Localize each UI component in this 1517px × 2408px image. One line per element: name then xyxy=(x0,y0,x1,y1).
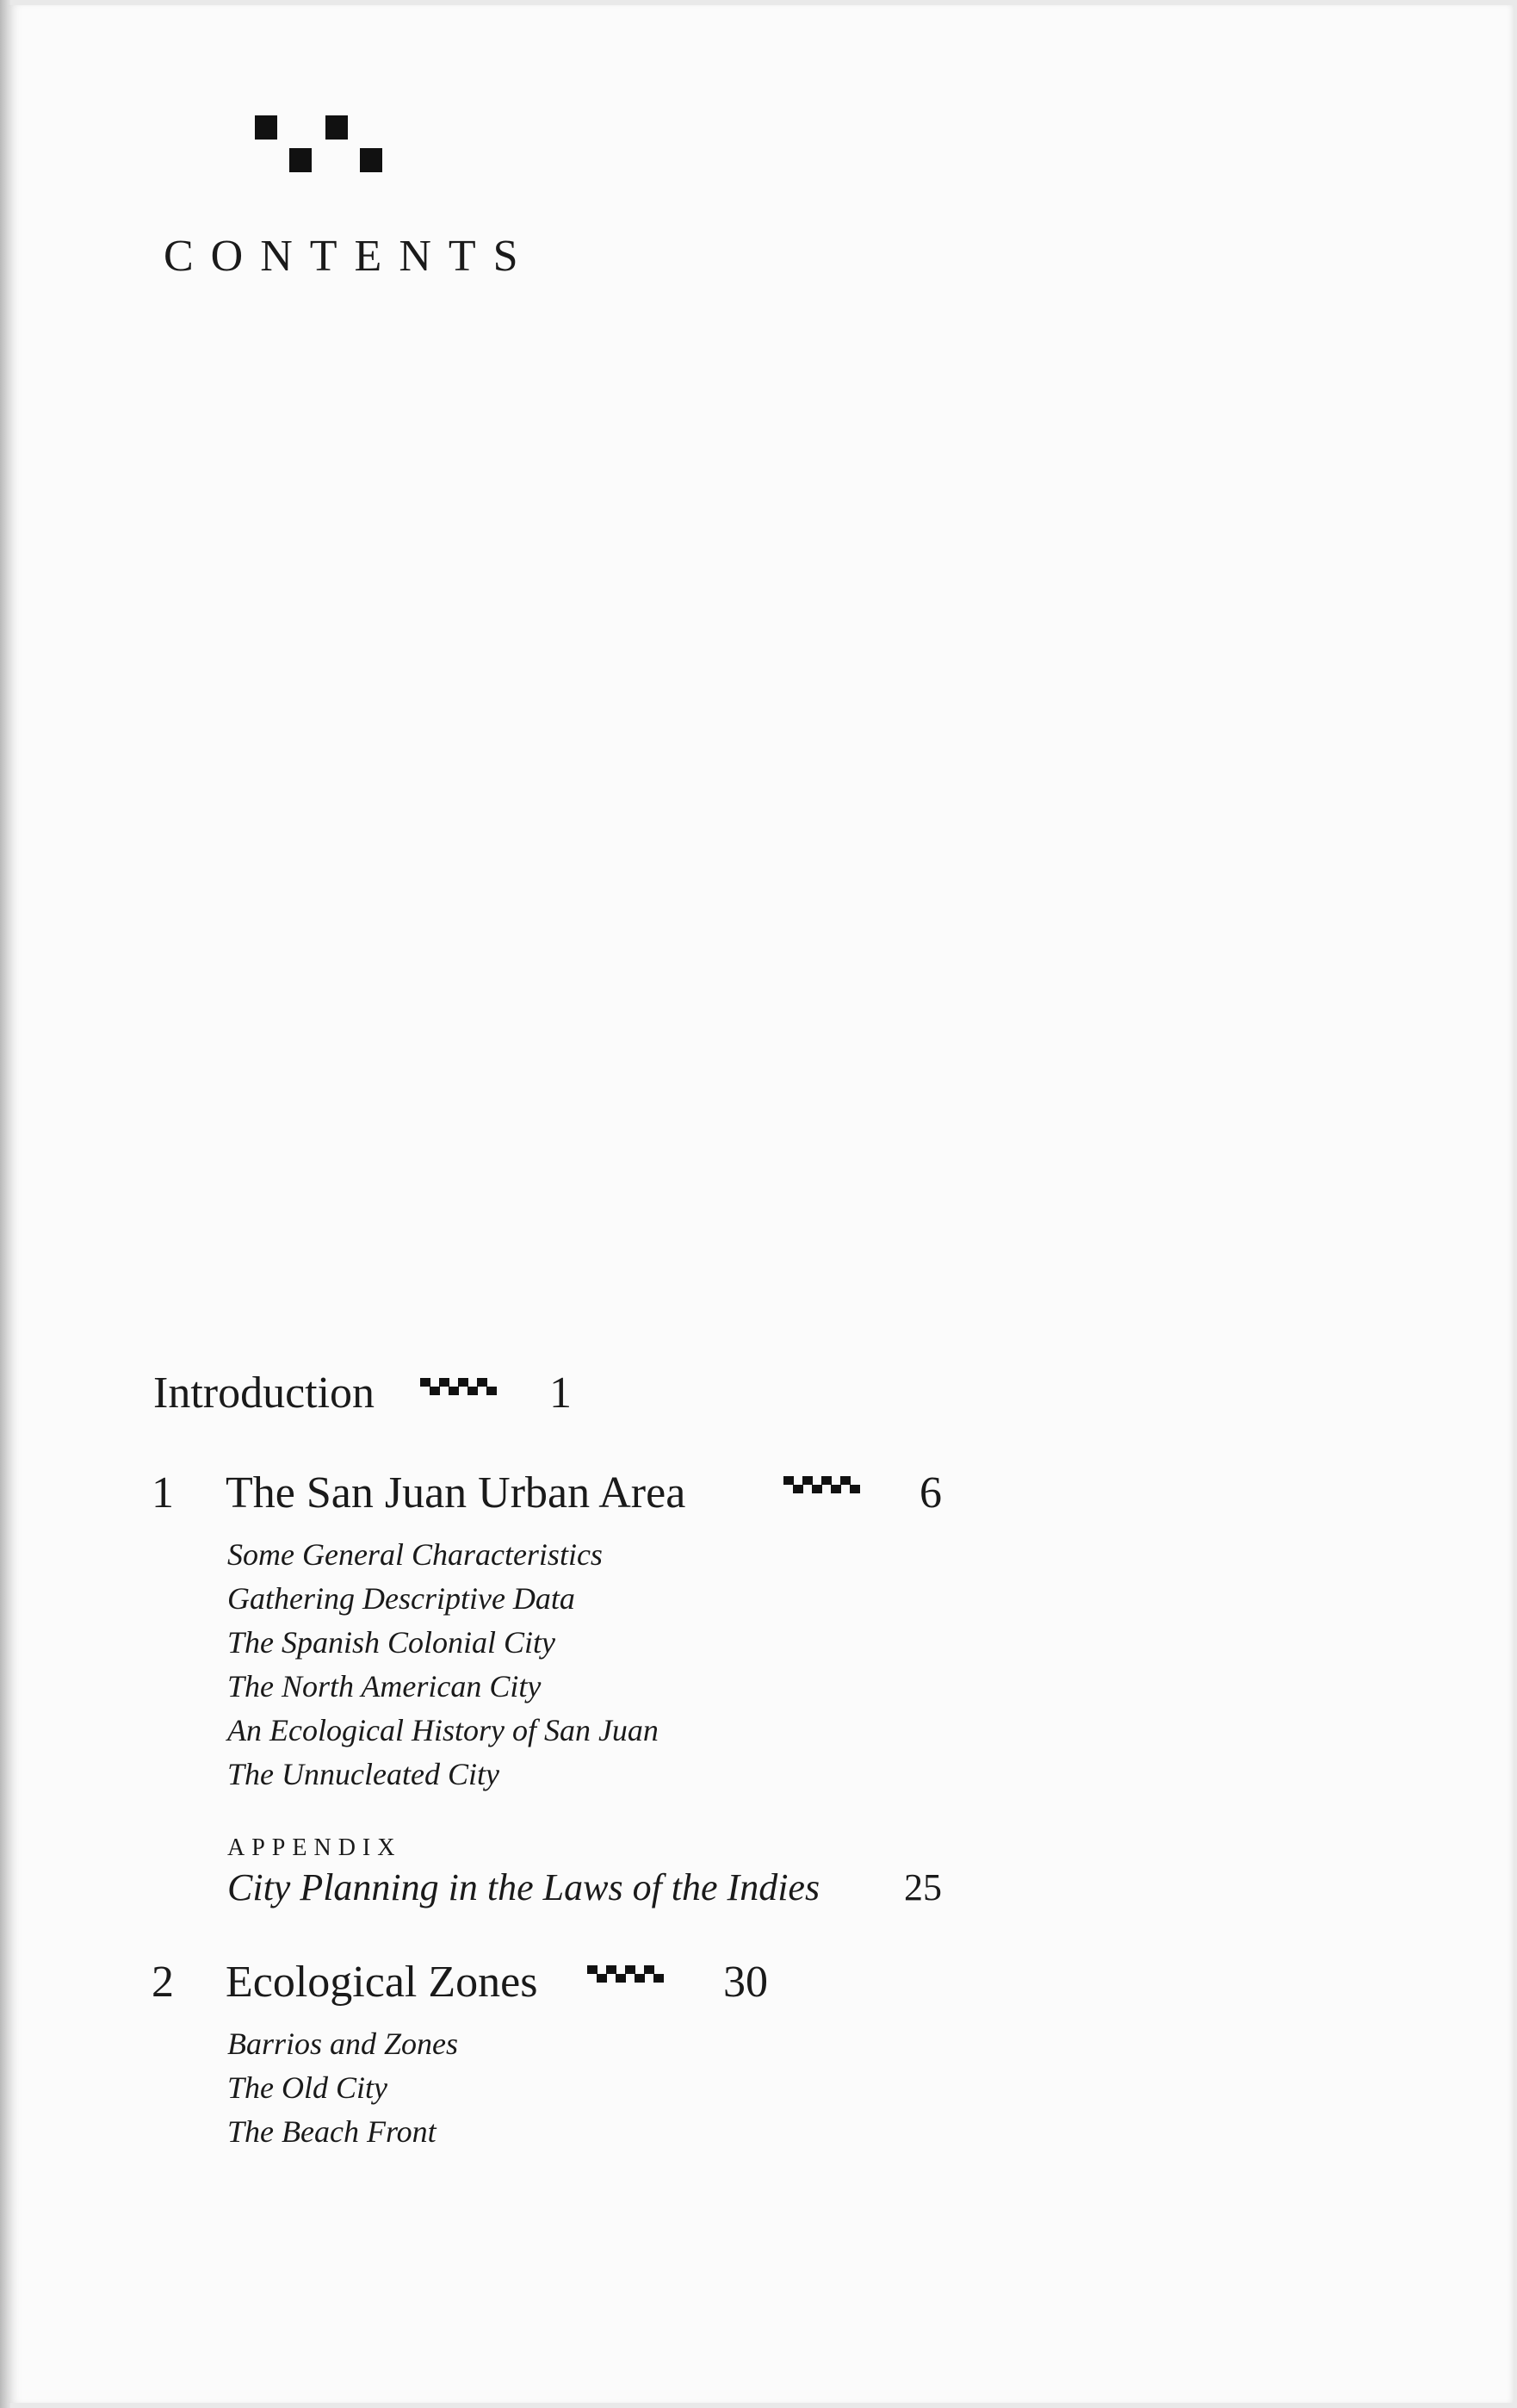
chapter-1-section: The Unnucleated City xyxy=(227,1757,499,1791)
appendix-label: APPENDIX xyxy=(227,1834,402,1861)
chapter-1-section: Some General Characteristics xyxy=(227,1537,603,1572)
chapter-2-section: Barrios and Zones xyxy=(227,2026,459,2061)
checker-ornament-intro xyxy=(420,1378,515,1399)
chapter-2-section: The Beach Front xyxy=(227,2114,437,2149)
chapter-1-number: 1 xyxy=(152,1468,174,1517)
chapter-1-section: An Ecological History of San Juan xyxy=(227,1713,659,1747)
checker-ornament-chapter-1 xyxy=(783,1476,878,1497)
appendix-title: City Planning in the Laws of the Indies xyxy=(227,1866,820,1908)
chapter-1-page: 6 xyxy=(919,1468,942,1517)
chapter-2-section: The Old City xyxy=(227,2070,387,2105)
chapter-2-title: Ecological Zones xyxy=(226,1958,538,2007)
toc-introduction-page: 1 xyxy=(549,1368,572,1418)
checker-ornament-chapter-2 xyxy=(587,1965,682,1986)
checker-ornament-top xyxy=(245,110,399,188)
appendix-page: 25 xyxy=(904,1866,942,1908)
chapter-1-section: Gathering Descriptive Data xyxy=(227,1581,575,1616)
chapter-1-section: The Spanish Colonial City xyxy=(227,1625,556,1660)
book-page xyxy=(9,5,1514,2403)
contents-heading: CONTENTS xyxy=(164,232,536,281)
chapter-1-title: The San Juan Urban Area xyxy=(226,1468,686,1517)
chapter-2-number: 2 xyxy=(152,1958,174,2007)
chapter-1-section: The North American City xyxy=(227,1669,542,1704)
chapter-2-page: 30 xyxy=(723,1958,768,2007)
toc-introduction-label: Introduction xyxy=(153,1368,375,1418)
